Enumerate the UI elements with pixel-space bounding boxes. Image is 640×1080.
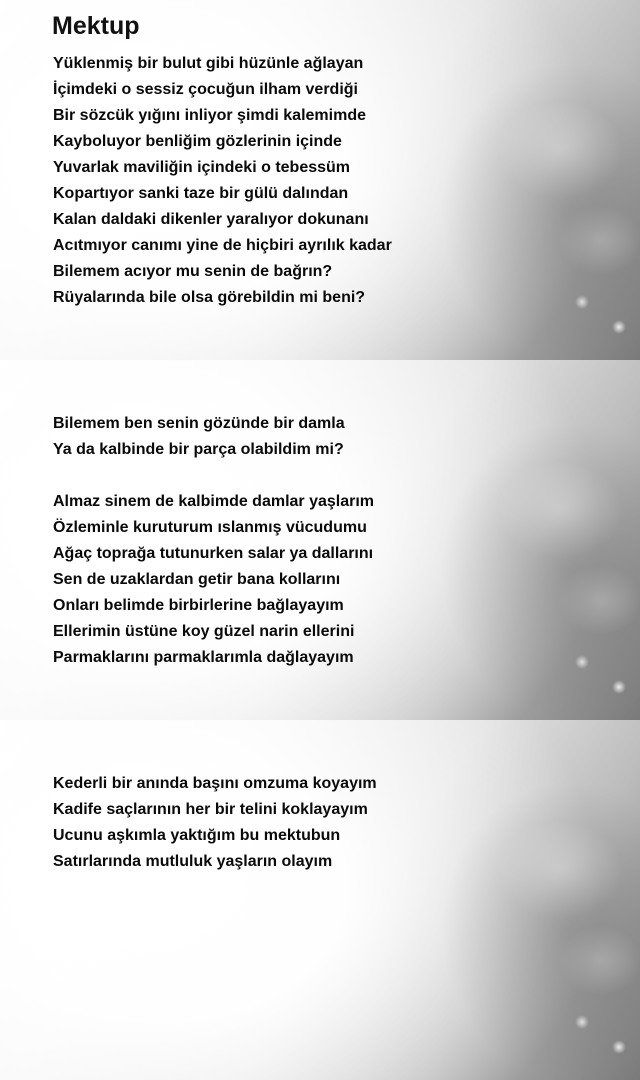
stanza-break bbox=[53, 463, 374, 489]
poem-line: Onları belimde birbirlerine bağlayayım bbox=[53, 597, 344, 614]
poem-title: Mektup bbox=[52, 12, 140, 40]
poem-line: Yüklenmiş bir bulut gibi hüzünle ağlayan bbox=[53, 55, 364, 72]
poem-line: Ellerimin üstüne koy güzel narin ellerini bbox=[53, 623, 355, 640]
sparkle-decoration bbox=[612, 1040, 626, 1054]
poem-line: İçimdeki o sessiz çocuğun ilham verdiği bbox=[53, 81, 358, 98]
poem-line: Acıtmıyor canımı yine de hiçbiri ayrılık kadar bbox=[53, 237, 392, 254]
poem-line: Kadife saçlarının her bir telini koklayayım bbox=[53, 801, 368, 818]
poem-panel-2 bbox=[0, 360, 640, 720]
poem-line: Ucunu aşkımla yaktığım bu mektubun bbox=[53, 827, 341, 844]
poem-panel-3 bbox=[0, 720, 640, 1080]
poem-line: Yuvarlak maviliğin içindeki o tebessüm bbox=[53, 159, 351, 176]
sparkle-decoration bbox=[575, 1015, 589, 1029]
stanza-3 bbox=[53, 771, 377, 875]
stanza-2 bbox=[53, 411, 374, 671]
stanza-1 bbox=[53, 51, 392, 311]
poem-line: Bilemem acıyor mu senin de bağrın? bbox=[53, 263, 333, 280]
poem-line: Kayboluyor benliğim gözlerinin içinde bbox=[53, 133, 342, 150]
poem-panel-1 bbox=[0, 0, 640, 360]
poem-line: Sen de uzaklardan getir bana kollarını bbox=[53, 571, 341, 588]
poem-line: Özleminle kuruturum ıslanmış vücudumu bbox=[53, 519, 367, 536]
poem-line: Satırlarında mutluluk yaşların olayım bbox=[53, 853, 333, 870]
poem-line: Bilemem ben senin gözünde bir damla bbox=[53, 415, 345, 432]
poem-line: Parmaklarını parmaklarımla dağlayayım bbox=[53, 649, 354, 666]
poem-line: Bir sözcük yığını inliyor şimdi kalemimde bbox=[53, 107, 366, 124]
poem-line: Ya da kalbinde bir parça olabildim mi? bbox=[53, 441, 344, 458]
sparkle-decoration bbox=[575, 655, 589, 669]
poem-line: Ağaç toprağa tutunurken salar ya dallarını bbox=[53, 545, 374, 562]
sparkle-decoration bbox=[612, 680, 626, 694]
poem-line: Kalan daldaki dikenler yaralıyor dokunanı bbox=[53, 211, 369, 228]
sparkle-decoration bbox=[575, 295, 589, 309]
poem-line: Rüyalarında bile olsa görebildin mi beni? bbox=[53, 289, 366, 306]
poem-line: Kopartıyor sanki taze bir gülü dalından bbox=[53, 185, 349, 202]
sparkle-decoration bbox=[612, 320, 626, 334]
poem-line: Almaz sinem de kalbimde damlar yaşlarım bbox=[53, 493, 375, 510]
poem-line: Kederli bir anında başını omzuma koyayım bbox=[53, 775, 377, 792]
